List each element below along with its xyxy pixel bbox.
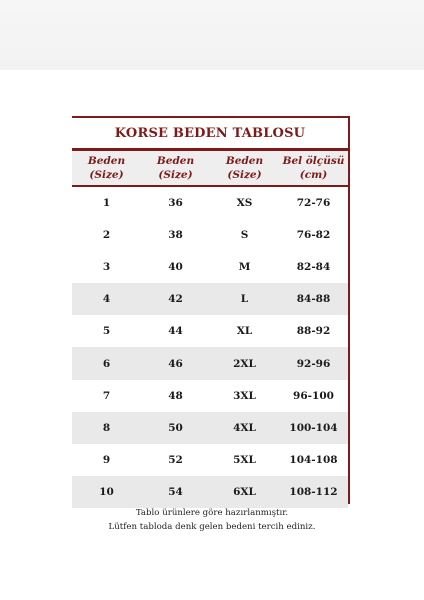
table-cell: 5XL: [233, 453, 256, 466]
table-cell: 5: [102, 325, 111, 338]
table-body: [72, 187, 348, 508]
header-cell: [72, 151, 141, 185]
table-row: [72, 444, 348, 476]
table-cell: 82-84: [296, 261, 331, 274]
table-cell: 4XL: [233, 421, 256, 434]
footnote: Tablo ürünlere göre hazırlanmıştır.: [135, 508, 289, 518]
table-cell: XS: [236, 197, 253, 210]
table-cell: 52: [168, 453, 183, 466]
table-cell: 9: [102, 453, 111, 466]
header-row: [72, 151, 348, 187]
header-label: Beden: [156, 155, 195, 167]
footnote: Lütfen tabloda denk gelen bedeni tercih ediniz.: [108, 522, 316, 532]
header-sublabel: (Size): [89, 169, 124, 181]
table-row: [72, 283, 348, 315]
table-row: [72, 347, 348, 379]
size-chart: [72, 116, 350, 504]
table-cell: 42: [168, 293, 183, 306]
table-cell: 44: [168, 325, 183, 338]
table-row: [72, 412, 348, 444]
header-sublabel: (Size): [158, 169, 193, 181]
table-cell: 100-104: [289, 421, 338, 434]
table-cell: M: [238, 261, 251, 274]
table-cell: 108-112: [289, 485, 338, 498]
table-cell: 96-100: [293, 389, 334, 402]
table-cell: 8: [102, 421, 111, 434]
table-cell: S: [240, 229, 249, 242]
header-sublabel: (cm): [299, 169, 328, 181]
header-sublabel: (Size): [227, 169, 262, 181]
header-label: Beden: [87, 155, 126, 167]
table-cell: 92-96: [296, 357, 331, 370]
header-cell: [141, 151, 210, 185]
table-cell: 7: [102, 389, 111, 402]
table-cell: 50: [168, 421, 183, 434]
table-row: [72, 219, 348, 251]
table-cell: 6XL: [233, 485, 256, 498]
table-cell: 2XL: [233, 357, 256, 370]
header-label: Beden: [225, 155, 264, 167]
table-cell: XL: [236, 325, 253, 338]
table-cell: 3XL: [233, 389, 256, 402]
table-cell: 72-76: [296, 197, 331, 210]
table-cell: 1: [102, 197, 111, 210]
table-row: [72, 380, 348, 412]
table-row: [72, 315, 348, 347]
table-cell: 84-88: [296, 293, 331, 306]
table-row: [72, 187, 348, 219]
table-cell: 3: [102, 261, 111, 274]
table-cell: 54: [168, 485, 183, 498]
table-cell: 40: [168, 261, 183, 274]
top-band: [0, 0, 424, 70]
table-cell: 104-108: [289, 453, 338, 466]
chart-title: KORSE BEDEN TABLOSU: [72, 118, 348, 151]
table-row: [72, 251, 348, 283]
table-row: [72, 476, 348, 508]
table-cell: 2: [102, 229, 111, 242]
table-cell: L: [240, 293, 249, 306]
table-cell: 10: [99, 485, 114, 498]
header-cell: [210, 151, 279, 185]
table-cell: 46: [168, 357, 183, 370]
header-label: Bel ölçüsü: [282, 155, 345, 167]
table-cell: 38: [168, 229, 183, 242]
table-cell: 76-82: [296, 229, 331, 242]
table-cell: 88-92: [296, 325, 331, 338]
table-cell: 36: [168, 197, 183, 210]
table-cell: 48: [168, 389, 183, 402]
header-cell: [279, 151, 348, 185]
table-cell: 4: [102, 293, 111, 306]
table-cell: 6: [102, 357, 111, 370]
